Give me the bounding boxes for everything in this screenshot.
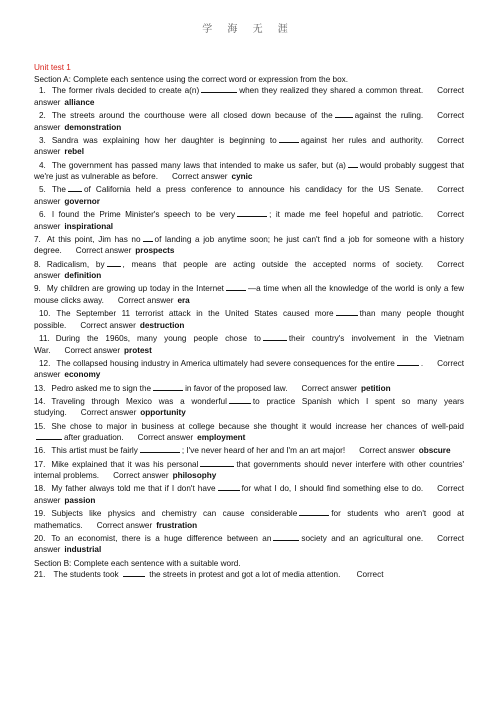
correct-answer: alliance: [64, 97, 95, 107]
correct-answer: frustration: [156, 520, 198, 530]
question-number: 14.: [34, 396, 46, 406]
question-text-after: society and an agricultural one.: [301, 533, 424, 543]
question-list: [34, 85, 464, 556]
correct-answer: cynic: [231, 172, 253, 182]
correct-answer: governor: [64, 196, 100, 206]
question-item-16: [34, 445, 464, 457]
question-item-17: [34, 459, 464, 482]
question-item-20: [34, 533, 464, 556]
question-text-after: that governments should never interfere with other countries' internal problems.: [34, 459, 465, 481]
question-text-before: To an economist, there is a huge difference between an: [51, 533, 272, 543]
correct-answer: obscure: [418, 446, 451, 456]
question-text-before: My father always told me that if I don't have: [51, 484, 216, 494]
answer-label: Correct answer: [34, 86, 464, 107]
answer-label: Correct answer: [75, 246, 132, 256]
correct-answer: opportunity: [140, 408, 186, 418]
question-item-9: [34, 283, 464, 306]
question-item-7: [34, 234, 464, 257]
answer-label: Correct answer: [80, 320, 136, 330]
correct-answer: protest: [124, 345, 152, 355]
question-item-8: [34, 259, 464, 282]
answer-label: Correct answer: [359, 446, 415, 456]
question-number: 9.: [34, 284, 41, 294]
question-text-before: I found the Prime Minister's speech to be very: [51, 210, 236, 220]
question-item-5: [34, 184, 464, 207]
page-header: 学 海 无 涯: [202, 24, 294, 35]
question-number: 12.: [39, 358, 51, 368]
question-text-after: their country's involvement in the Vietnam War.: [34, 334, 464, 355]
question-text-before: During the 1960s, many young people chose to: [55, 334, 261, 343]
question-text-before: Traveling through Mexico was a wonderful: [51, 396, 227, 406]
correct-answer: rebel: [64, 147, 84, 157]
question-text-before: She chose to major in business at college because she thought it would increase her chances of well-paid: [51, 421, 464, 431]
question-number: 1.: [39, 86, 46, 96]
question-text-before: Sandra was explaining how her daughter is beginning to: [51, 135, 277, 145]
question-item-19: [34, 508, 464, 531]
question-text-before: The: [51, 185, 66, 195]
correct-answer: demonstration: [64, 122, 122, 132]
answer-label: Correct: [356, 570, 384, 580]
question-text-after: when they realized they shared a common threat.: [239, 86, 424, 96]
question-text-after: ; I've never heard of her and I'm an art major!: [181, 446, 346, 456]
answer-blank: [200, 459, 234, 467]
correct-answer: inspirational: [64, 221, 114, 231]
question-text-before: The former rivals decided to create a(n): [51, 86, 200, 96]
question-item-11: [34, 333, 464, 356]
question-text-before: The students took: [53, 570, 119, 580]
correct-answer: destruction: [139, 320, 185, 330]
question-number: 21.: [34, 570, 46, 580]
question-text-before: At this point, Jim has no: [46, 234, 141, 244]
question-text-before: The collapsed housing industry in America ultimately had severe consequences for the entire: [56, 358, 395, 368]
answer-label: Correct answer: [137, 433, 194, 443]
answer-blank: [218, 483, 240, 491]
question-text-before: The streets around the courthouse were all closed down because of the: [51, 110, 333, 120]
question-number: 6.: [39, 210, 46, 220]
answer-label: Correct answer: [34, 358, 464, 380]
question-number: 8.: [34, 259, 41, 269]
correct-answer: philosophy: [172, 471, 217, 481]
question-item-12: [34, 358, 464, 381]
answer-label: Correct answer: [34, 185, 464, 206]
answer-label: Correct answer: [34, 210, 464, 231]
answer-label: Correct answer: [117, 296, 174, 306]
answer-blank: [229, 396, 251, 404]
answer-blank: [143, 234, 153, 242]
answer-label: Correct answer: [96, 520, 153, 530]
correct-answer: petition: [361, 383, 391, 393]
question-text-after: .: [420, 358, 424, 368]
question-number: 13.: [34, 383, 46, 393]
question-text-after: —a time when all the knowledge of the world is only a few mouse clicks away.: [34, 284, 464, 306]
answer-blank: [397, 358, 419, 366]
question-text-after: against the ruling.: [354, 110, 424, 120]
question-text-after: against her rules and authority.: [300, 135, 424, 145]
correct-answer: prospects: [135, 246, 175, 256]
question-number: 16.: [34, 446, 46, 456]
correct-answer: economy: [64, 370, 101, 380]
answer-blank: [107, 259, 121, 267]
question-number: 3.: [39, 135, 46, 145]
answer-label: Correct answer: [34, 135, 465, 157]
question-item-13: [34, 383, 464, 395]
answer-blank: [201, 85, 237, 93]
question-text-after: than many people thought possible.: [34, 309, 465, 330]
answer-blank: [153, 383, 183, 391]
answer-label: Correct answer: [34, 259, 464, 281]
unit-title: Unit test 1: [34, 63, 71, 72]
question-text-after: , means that people are acting outside the accepted norms of society.: [122, 259, 424, 269]
section-b-heading: Section B: Complete each sentence with a suitable word.: [34, 558, 241, 568]
question-text-after: for what I do, I should find something else to do.: [241, 484, 424, 494]
question-text-before: The government has passed many laws that intended to make us safer, but (a): [51, 160, 346, 170]
question-item-18: [34, 483, 464, 506]
question-item-6: [34, 209, 464, 232]
question-item-1: [34, 85, 464, 108]
answer-blank: [226, 283, 246, 291]
question-item-14: [34, 396, 464, 419]
question-number: 2.: [39, 110, 46, 120]
question-text-after: the streets in protest and got a lot of media attention.: [149, 570, 341, 580]
answer-blank: [237, 209, 267, 217]
question-text-after: for students who aren't good at mathematics.: [34, 509, 464, 530]
document-body: [34, 62, 464, 582]
correct-answer: era: [177, 296, 190, 306]
answer-label: Correct answer: [34, 533, 464, 555]
question-item-15: [34, 421, 464, 444]
question-text-after: ; it made me feel hopeful and patriotic.: [269, 210, 424, 220]
question-text-after: after graduation.: [64, 433, 124, 443]
answer-label: Correct answer: [80, 408, 137, 418]
question-number: 5.: [39, 185, 46, 195]
answer-blank: [140, 445, 180, 453]
question-number: 18.: [34, 484, 46, 494]
question-number: 20.: [34, 533, 46, 543]
answer-blank: [36, 432, 62, 440]
answer-blank: [348, 160, 358, 168]
question-item-3: [34, 135, 464, 158]
answer-blank: [279, 135, 299, 143]
answer-label: Correct answer: [172, 172, 228, 182]
question-number: 11.: [39, 334, 50, 343]
question-text-after: would probably suggest that we're just as vulnerable as before.: [34, 160, 464, 182]
question-item-21: [34, 569, 464, 581]
question-item-10: [34, 308, 464, 331]
question-item-4: [34, 160, 464, 183]
question-text-after: of California held a press conference to announce his candidacy for the US Senate.: [83, 185, 424, 195]
answer-blank: [263, 333, 287, 341]
question-text-before: My children are growing up today in the Internet: [46, 284, 224, 294]
question-text-before: This artist must be fairly: [51, 446, 138, 456]
answer-label: Correct answer: [301, 383, 358, 393]
answer-blank: [299, 508, 329, 516]
question-text-after: of landing a job anytime soon; he just can't find a job for someone with a history degree.: [34, 234, 465, 256]
question-number: 10.: [39, 309, 51, 319]
question-text-after: to practice Spanish which I spent so many years studying.: [34, 396, 464, 418]
correct-answer: passion: [64, 495, 96, 505]
answer-label: Correct answer: [64, 345, 121, 355]
answer-blank: [273, 533, 299, 541]
question-number: 17.: [34, 459, 46, 469]
question-number: 19.: [34, 509, 46, 519]
answer-label: Correct answer: [113, 471, 169, 481]
question-number: 15.: [34, 421, 46, 431]
question-text-before: Radicalism, by: [46, 259, 105, 269]
question-text-after: in favor of the proposed law.: [185, 383, 288, 393]
question-number: 7.: [34, 234, 41, 244]
question-text-before: The September 11 terrorist attack in the United States caused more: [56, 309, 334, 319]
answer-blank: [68, 184, 82, 192]
question-text-before: Pedro asked me to sign the: [51, 383, 152, 393]
answer-label: Correct answer: [34, 110, 464, 132]
section-a-heading: Section A: Complete each sentence using the correct word or expression from the box.: [34, 74, 349, 84]
question-number: 4.: [39, 160, 46, 170]
correct-answer: employment: [197, 433, 246, 443]
correct-answer: definition: [64, 271, 102, 281]
answer-blank: [123, 569, 145, 577]
correct-answer: industrial: [64, 545, 102, 555]
question-item-2: [34, 110, 464, 133]
answer-blank: [335, 110, 353, 118]
answer-blank: [336, 308, 358, 316]
question-text-before: Subjects like physics and chemistry can cause considerable: [51, 509, 298, 519]
answer-label: Correct answer: [34, 484, 464, 505]
question-text-before: Mike explained that it was his personal: [51, 459, 199, 469]
